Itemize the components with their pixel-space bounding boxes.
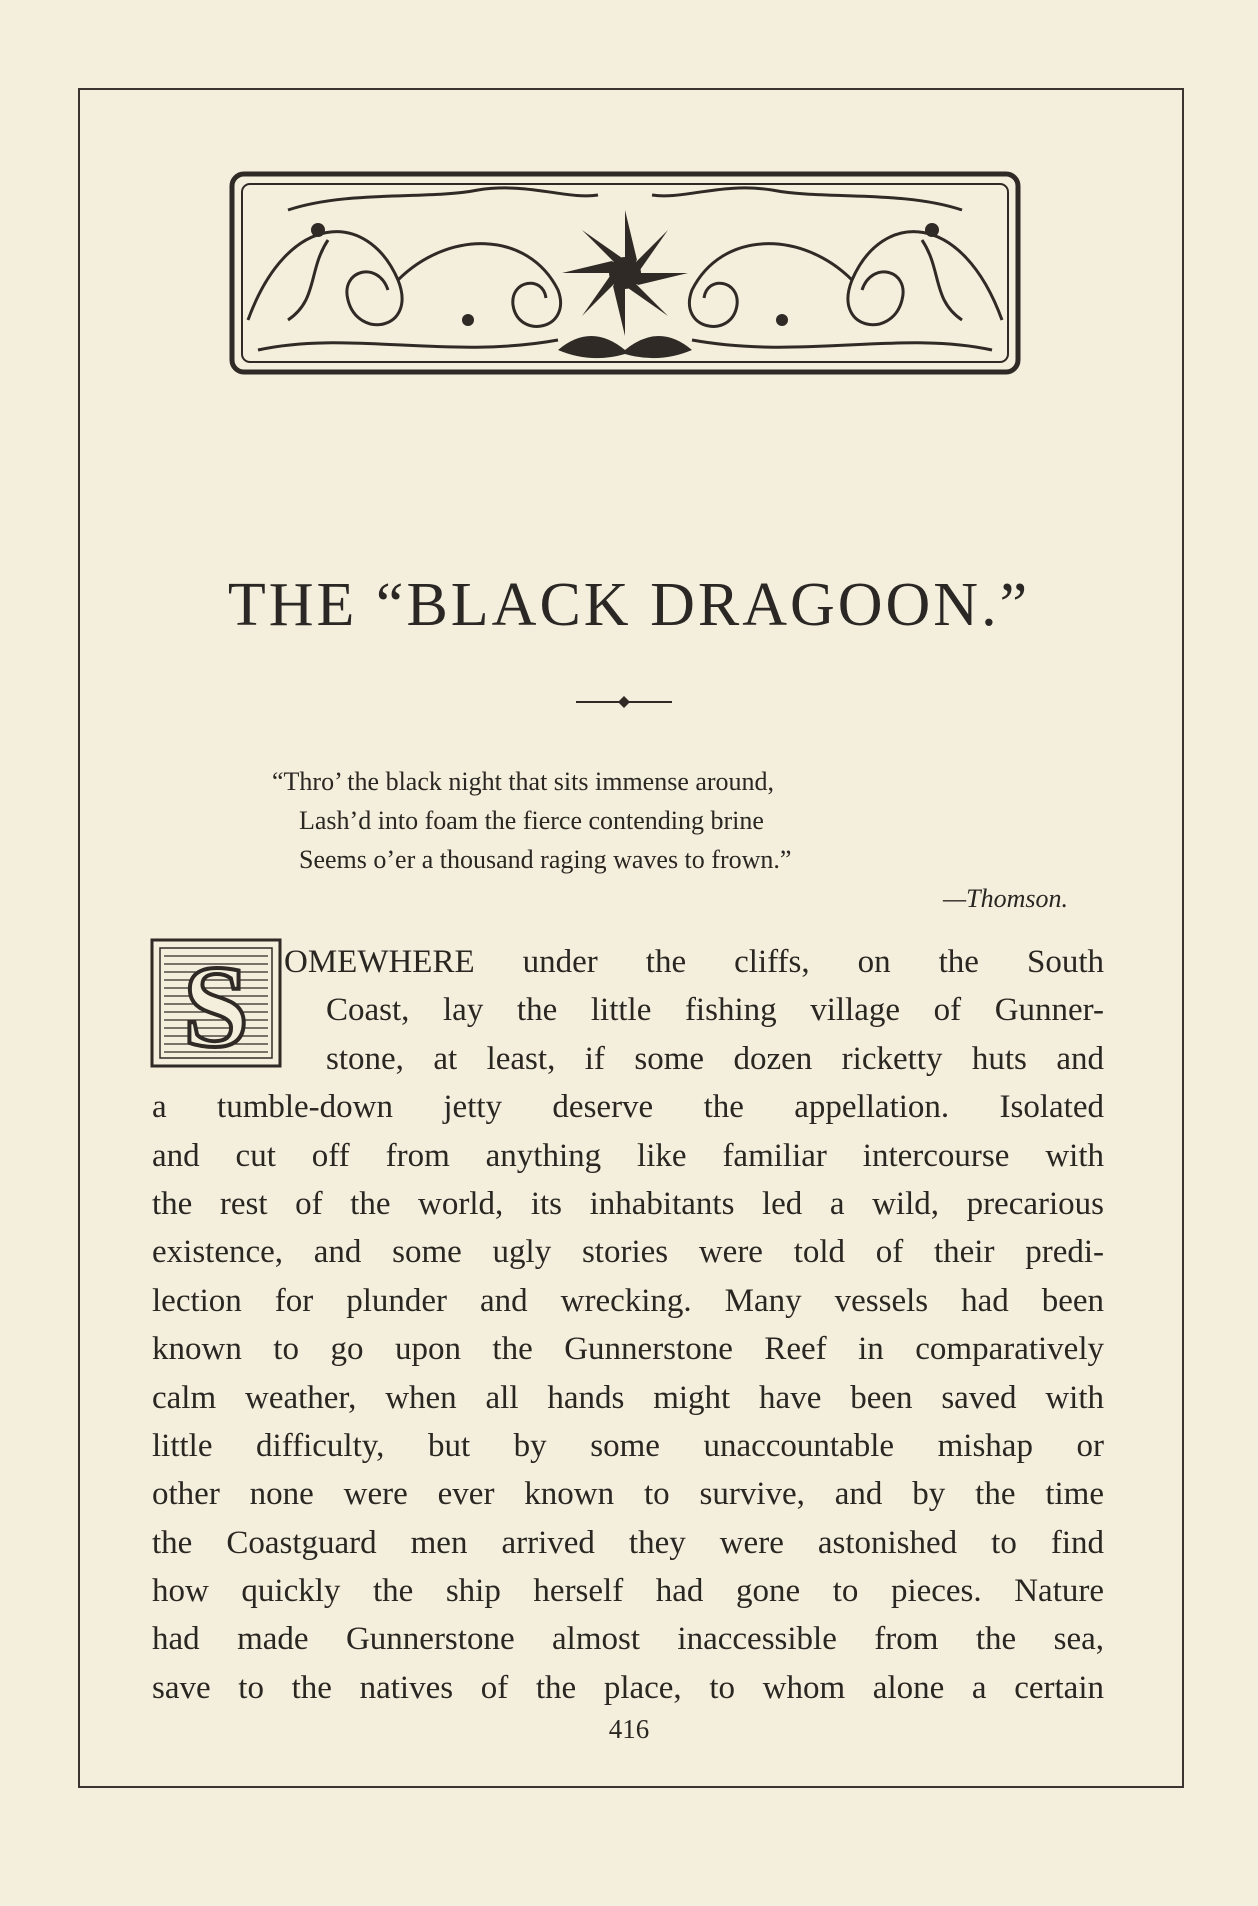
body-line: known to go upon the Gunnerstone Reef in comparatively — [152, 1331, 1104, 1368]
dropcap-letter: S — [183, 941, 249, 1070]
body-text — [152, 938, 1104, 1712]
chapter-title: THE “BLACK DRAGOON.” — [227, 571, 1031, 639]
body-line: little difficulty, but by some unaccountable mishap or — [152, 1427, 1104, 1464]
body-line: save to the natives of the place, to whom alone a certain — [152, 1669, 1104, 1706]
body-line: lection for plunder and wrecking. Many vessels had been — [152, 1282, 1104, 1319]
title-divider-ornament — [574, 690, 674, 714]
page-number: 416 — [608, 1714, 650, 1744]
epigraph-line: Lash’d into foam the fierce contending brine — [299, 806, 764, 835]
body-line: and cut off from anything like familiar intercourse with — [152, 1137, 1104, 1174]
epigraph-attribution: —Thomson. — [943, 884, 1068, 913]
body-line: Coast, lay the little fishing village of Gunner- — [326, 992, 1104, 1029]
body-line: the rest of the world, its inhabitants led a wild, precarious — [152, 1185, 1104, 1222]
body-line: the Coastguard men arrived they were astonished to find — [152, 1524, 1104, 1561]
body-line: a tumble-down jetty deserve the appellation. Isolated — [152, 1089, 1104, 1126]
body-line: OMEWHERE under the cliffs, on the South — [284, 944, 1104, 980]
body-line: calm weather, when all hands might have been saved with — [152, 1379, 1104, 1416]
decorative-headpiece — [228, 170, 1022, 376]
body-line: had made Gunnerstone almost inaccessible from the sea, — [152, 1621, 1104, 1658]
body-line: stone, at least, if some dozen ricketty huts and — [326, 1040, 1104, 1077]
epigraph — [272, 762, 1072, 918]
epigraph-line: “Thro’ the black night that sits immense around, — [272, 767, 775, 796]
body-line: other none were ever known to survive, and by the time — [152, 1476, 1104, 1513]
body-line: existence, and some ugly stories were told of their predi- — [152, 1234, 1104, 1271]
epigraph-line: Seems o’er a thousand raging waves to frown.” — [299, 845, 792, 874]
body-line: how quickly the ship herself had gone to pieces. Nature — [152, 1573, 1104, 1610]
